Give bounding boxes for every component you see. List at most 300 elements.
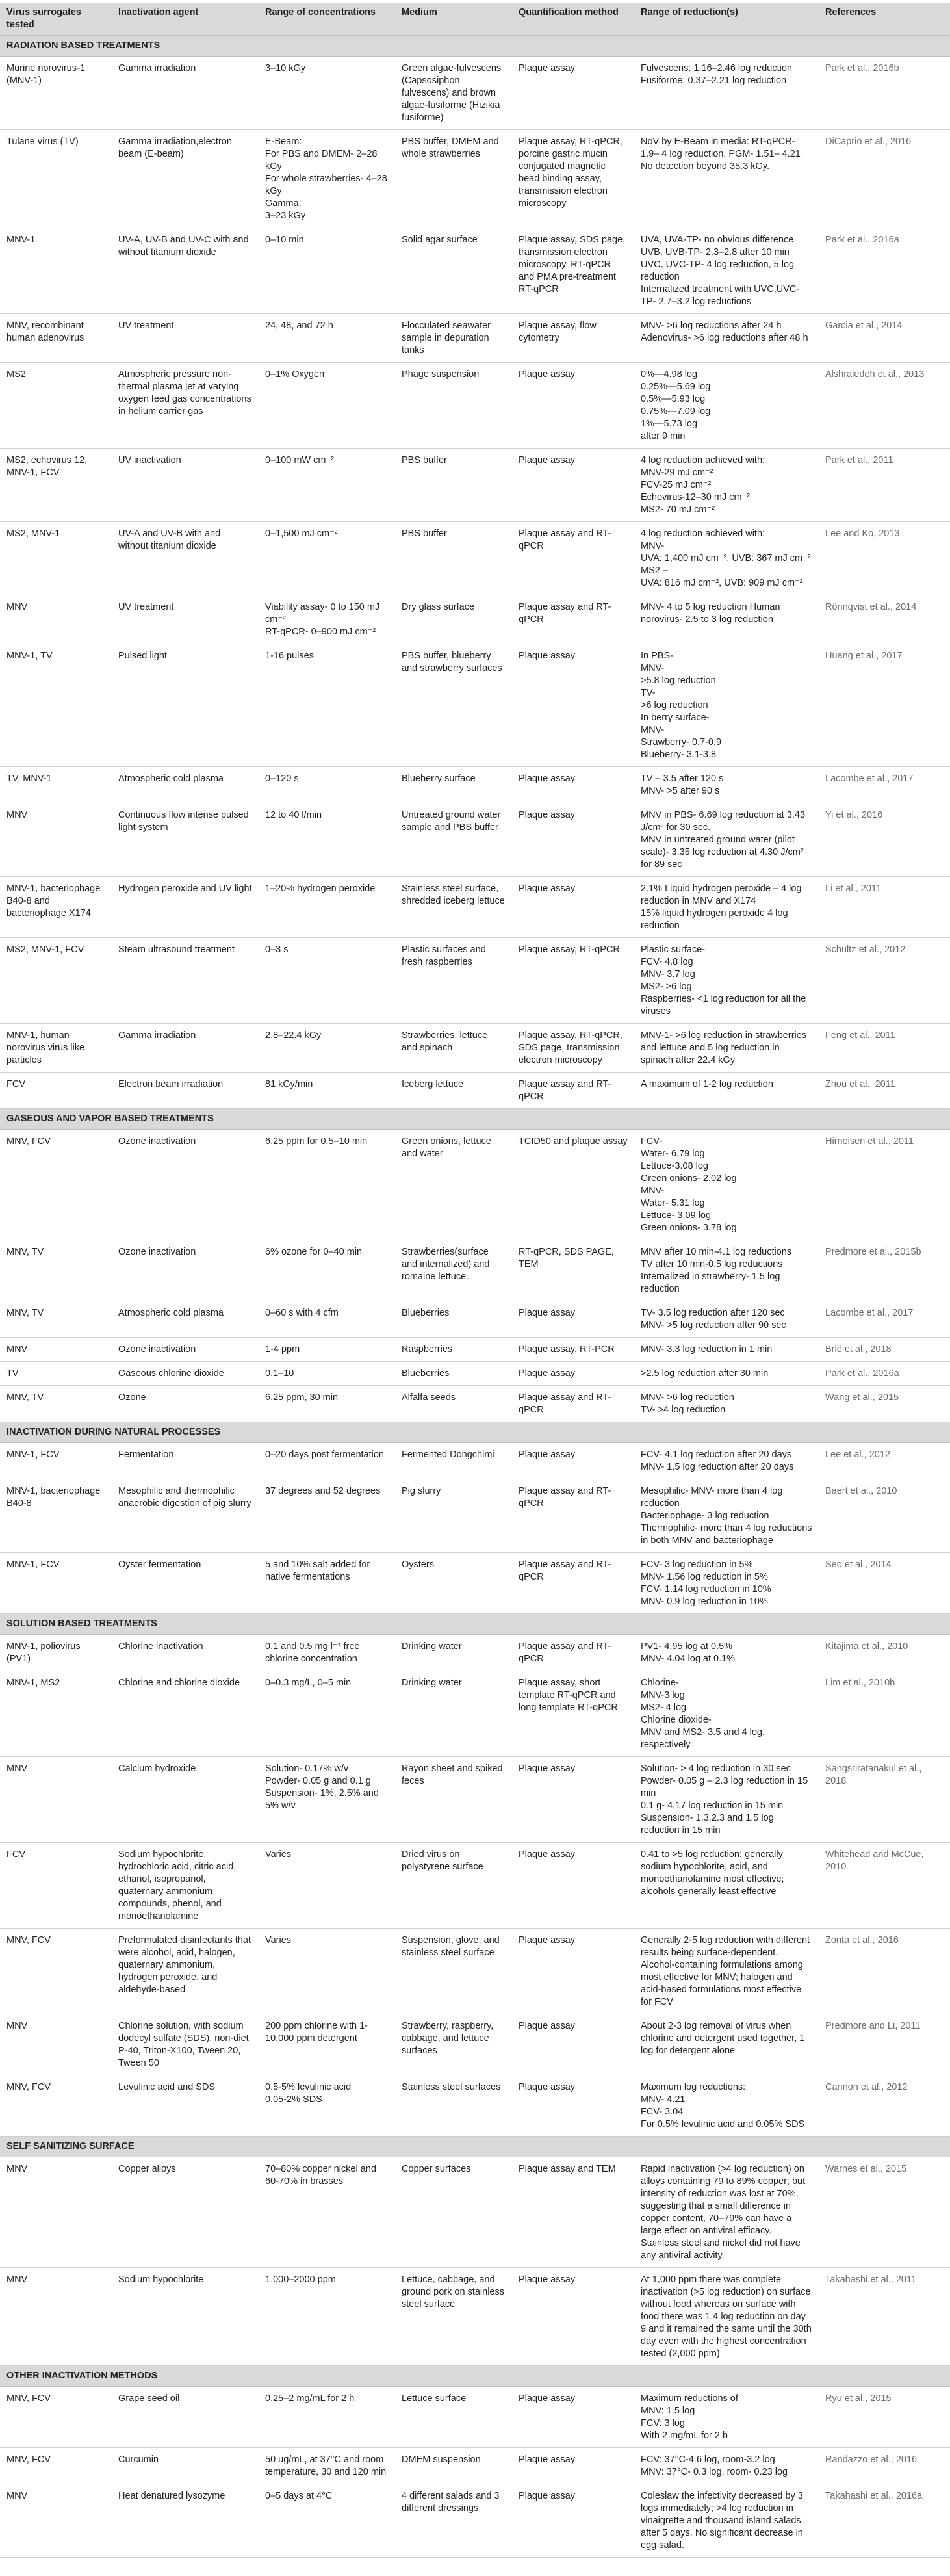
cell-inactivation-agent: Sodium hypochlorite, hydrochloric acid, citric acid, ethanol, isopropanol, quaternary ammonium compounds, phenol, and monoethanolamine xyxy=(112,1843,259,1929)
cell-range-of-reductions: Rapid inactivation (>4 log reduction) on alloys containing 79 to 89% copper; but intensity of reduction was lost at 70%, suggesting that a small difference in copper content, 70–79% can have a large effect on antiviral efficacy. Stainless steel and nickel did not have any antiviral activity. xyxy=(634,2157,819,2268)
table-header xyxy=(0,3,950,36)
table-row xyxy=(0,2448,950,2484)
cell-quantification-method: Plaque assay xyxy=(512,2387,634,2448)
cell-range-of-reductions: At 1,000 ppm there was complete inactivation (>5 log reduction) on surface without food whereas on surface with food there was 1.4 log reduction on day 9 and it remained the same until the 30th day even with the highest concentration tested (2,000 ppm) xyxy=(634,2268,819,2366)
cell-virus-surrogates: MNV-1, bacteriophage B40-8 and bacteriophage X174 xyxy=(0,877,112,938)
cell-range-of-concentrations: 200 ppm chlorine with 1-10,000 ppm detergent xyxy=(259,2014,395,2075)
cell-medium: PBS buffer, blueberry and strawberry surfaces xyxy=(395,644,512,767)
cell-reference: Ryu et al., 2015 xyxy=(819,2387,950,2448)
table-row xyxy=(0,1362,950,1386)
cell-reference: Garcia et al., 2014 xyxy=(819,314,950,363)
table-row xyxy=(0,1671,950,1757)
cell-range-of-reductions: FCV: 37°C-4.6 log, room-3.2 log MNV: 37°C- 0.3 log, room- 0.23 log xyxy=(634,2448,819,2484)
cell-quantification-method: Plaque assay xyxy=(512,2075,634,2137)
table-row xyxy=(0,938,950,1024)
table-row xyxy=(0,2157,950,2268)
cell-reference: Lacombe et al., 2017 xyxy=(819,1301,950,1338)
table-row xyxy=(0,1301,950,1338)
cell-medium: PBS buffer, DMEM and whole strawberries xyxy=(395,130,512,228)
cell-virus-surrogates: MNV xyxy=(0,595,112,644)
cell-inactivation-agent: Chlorine inactivation xyxy=(112,1635,259,1671)
cell-virus-surrogates: TV, MNV-1 xyxy=(0,767,112,803)
cell-virus-surrogates: MNV, FCV xyxy=(0,1929,112,2014)
cell-range-of-reductions: Plastic surface- FCV- 4.8 log MNV- 3.7 log MS2- >6 log Raspberries- <1 log reduction for all the viruses xyxy=(634,938,819,1024)
table-row xyxy=(0,877,950,938)
cell-inactivation-agent: Steam ultrasound treatment xyxy=(112,938,259,1024)
header-range-of-reductions: Range of reduction(s) xyxy=(634,3,819,36)
cell-quantification-method: Plaque assay, RT-qPCR, SDS page, transmission electron microscopy xyxy=(512,1024,634,1073)
cell-range-of-concentrations: 70–80% copper nickel and 60-70% in brasses xyxy=(259,2157,395,2268)
table-row xyxy=(0,1479,950,1553)
cell-range-of-reductions: MNV- >6 log reductions after 24 h Adenovirus- >6 log reductions after 48 h xyxy=(634,314,819,363)
table-row xyxy=(0,1757,950,1843)
cell-medium: Dried virus on polystyrene surface xyxy=(395,1843,512,1929)
cell-inactivation-agent: UV treatment xyxy=(112,314,259,363)
cell-inactivation-agent: Ozone inactivation xyxy=(112,1240,259,1301)
section-title: GASEOUS AND VAPOR BASED TREATMENTS xyxy=(0,1109,950,1130)
cell-reference: Lacombe et al., 2017 xyxy=(819,767,950,803)
cell-quantification-method: Plaque assay xyxy=(512,2268,634,2366)
table-row xyxy=(0,228,950,314)
cell-reference: Yi et al., 2016 xyxy=(819,803,950,877)
cell-medium: Iceberg lettuce xyxy=(395,1073,512,1109)
table-row xyxy=(0,522,950,595)
cell-range-of-concentrations: 37 degrees and 52 degrees xyxy=(259,1479,395,1553)
cell-range-of-concentrations: 24, 48, and 72 h xyxy=(259,314,395,363)
cell-quantification-method: Plaque assay, RT-qPCR xyxy=(512,938,634,1024)
cell-range-of-concentrations: 0.1 and 0.5 mg l⁻¹ free chlorine concentration xyxy=(259,1635,395,1671)
cell-virus-surrogates: MNV, FCV xyxy=(0,2387,112,2448)
cell-virus-surrogates: Tulane virus (TV) xyxy=(0,130,112,228)
cell-inactivation-agent: Gamma irradiation xyxy=(112,1024,259,1073)
section-header-row xyxy=(0,2137,950,2157)
cell-inactivation-agent: Gaseous chlorine dioxide xyxy=(112,1362,259,1386)
table-row xyxy=(0,2268,950,2366)
cell-reference: Brié et al., 2018 xyxy=(819,1338,950,1362)
cell-range-of-reductions: Solution- > 4 log reduction in 30 sec Powder- 0.05 g – 2.3 log reduction in 15 min 0.1 g- 4.17 log reduction in 15 min Suspension- 1.3,2.3 and 1.5 log reduction in 15 min xyxy=(634,1757,819,1843)
cell-range-of-reductions: MNV- >6 log reduction TV- >4 log reduction xyxy=(634,1386,819,1422)
cell-reference: Sangsriratanakul et al., 2018 xyxy=(819,1757,950,1843)
table-row xyxy=(0,314,950,363)
cell-reference: Lee et al., 2012 xyxy=(819,1443,950,1479)
header-range-of-concentrations: Range of concentrations xyxy=(259,3,395,36)
cell-reference: Baert et al., 2010 xyxy=(819,1479,950,1553)
cell-medium: Plastic surfaces and fresh raspberries xyxy=(395,938,512,1024)
table-row xyxy=(0,1240,950,1301)
cell-medium: Fermented Dongchimi xyxy=(395,1443,512,1479)
cell-medium: Green algae-fulvescens (Capsosiphon fulvescens) and brown algae-fusiforme (Hizikia fusiforme) xyxy=(395,57,512,130)
cell-quantification-method: Plaque assay and RT-qPCR xyxy=(512,595,634,644)
cell-virus-surrogates: MNV, FCV xyxy=(0,2075,112,2137)
cell-inactivation-agent: Continuous flow intense pulsed light system xyxy=(112,803,259,877)
table-row xyxy=(0,595,950,644)
cell-reference: Cannon et al., 2012 xyxy=(819,2075,950,2137)
cell-virus-surrogates: MNV, TV xyxy=(0,1240,112,1301)
cell-inactivation-agent: Ozone xyxy=(112,1386,259,1422)
cell-reference: Wang et al., 2015 xyxy=(819,1386,950,1422)
cell-range-of-concentrations: 6.25 ppm, 30 min xyxy=(259,1386,395,1422)
cell-virus-surrogates: MNV-1, poliovirus (PV1) xyxy=(0,1635,112,1671)
cell-range-of-reductions: MNV after 10 min-4.1 log reductions TV after 10 min-0.5 log reductions Internalized in strawberry- 1.5 log reduction xyxy=(634,1240,819,1301)
cell-quantification-method: Plaque assay xyxy=(512,2448,634,2484)
table-row xyxy=(0,2014,950,2075)
cell-range-of-concentrations: 50 ug/mL, at 37°C and room temperature, 30 and 120 min xyxy=(259,2448,395,2484)
cell-range-of-reductions: 0.41 to >5 log reduction; generally sodium hypochlorite, acid, and monoethanolamine most effective; alcohols generally least effective xyxy=(634,1843,819,1929)
cell-inactivation-agent: UV treatment xyxy=(112,595,259,644)
cell-range-of-concentrations: 0–60 s with 4 cfm xyxy=(259,1301,395,1338)
cell-virus-surrogates: Murine norovirus-1 (MNV-1) xyxy=(0,57,112,130)
cell-range-of-reductions: PV1- 4.95 log at 0.5% MNV- 4.04 log at 0.1% xyxy=(634,1635,819,1671)
cell-virus-surrogates: MNV-1, FCV xyxy=(0,1553,112,1614)
cell-quantification-method: Plaque assay and RT-qPCR xyxy=(512,1073,634,1109)
cell-range-of-concentrations: 1-16 pulses xyxy=(259,644,395,767)
cell-virus-surrogates: MNV, recombinant human adenovirus xyxy=(0,314,112,363)
cell-medium: Stainless steel surfaces xyxy=(395,2075,512,2137)
cell-virus-surrogates: MNV xyxy=(0,2268,112,2366)
cell-virus-surrogates: FCV xyxy=(0,1843,112,1929)
cell-quantification-method: Plaque assay, SDS page, transmission electron microscopy, RT-qPCR and PMA pre-treatment RT-qPCR xyxy=(512,228,634,314)
cell-reference: Alshraiedeh et al., 2013 xyxy=(819,363,950,449)
cell-reference: Whitehead and McCue, 2010 xyxy=(819,1843,950,1929)
cell-inactivation-agent: UV-A, UV-B and UV-C with and without titanium dioxide xyxy=(112,228,259,314)
cell-inactivation-agent: Gamma irradiation,electron beam (E-beam) xyxy=(112,130,259,228)
cell-quantification-method: Plaque assay xyxy=(512,449,634,522)
cell-range-of-reductions: TV- 3.5 log reduction after 120 sec MNV- >5 log reduction after 90 sec xyxy=(634,1301,819,1338)
cell-medium: Green onions, lettuce and water xyxy=(395,1130,512,1240)
cell-inactivation-agent: Mesophilic and thermophilic anaerobic digestion of pig slurry xyxy=(112,1479,259,1553)
cell-medium: Pig slurry xyxy=(395,1479,512,1553)
table-row xyxy=(0,1386,950,1422)
cell-virus-surrogates: MNV, FCV xyxy=(0,1130,112,1240)
cell-medium: Lettuce surface xyxy=(395,2387,512,2448)
table-row xyxy=(0,767,950,803)
cell-range-of-concentrations: 0–100 mW cm⁻² xyxy=(259,449,395,522)
cell-quantification-method: Plaque assay xyxy=(512,1443,634,1479)
table-row xyxy=(0,130,950,228)
cell-range-of-concentrations: Varies xyxy=(259,1929,395,2014)
cell-reference: Rönnqvist et al., 2014 xyxy=(819,595,950,644)
cell-quantification-method: Plaque assay and RT-qPCR xyxy=(512,1479,634,1553)
section-title: SOLUTION BASED TREATMENTS xyxy=(0,1614,950,1635)
table-row xyxy=(0,803,950,877)
table-row xyxy=(0,644,950,767)
table-body xyxy=(0,36,950,2558)
cell-range-of-concentrations: Solution- 0.17% w/v Powder- 0.05 g and 0.1 g Suspension- 1%, 2.5% and 5% w/v xyxy=(259,1757,395,1843)
cell-inactivation-agent: Ozone inactivation xyxy=(112,1130,259,1240)
section-header-row xyxy=(0,2366,950,2387)
cell-range-of-concentrations: 0–20 days post fermentation xyxy=(259,1443,395,1479)
cell-range-of-reductions: FCV- 4.1 log reduction after 20 days MNV- 1.5 log reduction after 20 days xyxy=(634,1443,819,1479)
cell-range-of-concentrations: 12 to 40 l/min xyxy=(259,803,395,877)
cell-range-of-concentrations: 0–1% Oxygen xyxy=(259,363,395,449)
cell-quantification-method: RT-qPCR, SDS PAGE, TEM xyxy=(512,1240,634,1301)
cell-virus-surrogates: MNV, FCV xyxy=(0,2448,112,2484)
cell-range-of-reductions: 4 log reduction achieved with: MNV-29 mJ cm⁻² FCV-25 mJ cm⁻² Echovirus-12–30 mJ cm⁻² MS2- 70 mJ cm⁻² xyxy=(634,449,819,522)
cell-range-of-reductions: MNV-1- >6 log reduction in strawberries and lettuce and 5 log reduction in spinach after 22.4 kGy xyxy=(634,1024,819,1073)
cell-reference: Zonta et al., 2016 xyxy=(819,1929,950,2014)
cell-range-of-reductions: TV – 3.5 after 120 s MNV- >5 after 90 s xyxy=(634,767,819,803)
table-row xyxy=(0,2484,950,2558)
cell-quantification-method: Plaque assay xyxy=(512,57,634,130)
cell-reference: Seo et al., 2014 xyxy=(819,1553,950,1614)
header-medium: Medium xyxy=(395,3,512,36)
cell-virus-surrogates: MNV xyxy=(0,2484,112,2558)
cell-reference: DiCaprio et al., 2016 xyxy=(819,130,950,228)
cell-reference: Predmore and Li, 2011 xyxy=(819,2014,950,2075)
cell-virus-surrogates: MS2, MNV-1 xyxy=(0,522,112,595)
cell-inactivation-agent: Grape seed oil xyxy=(112,2387,259,2448)
cell-range-of-concentrations: 0–10 min xyxy=(259,228,395,314)
cell-range-of-reductions: 2.1% Liquid hydrogen peroxide – 4 log reduction in MNV and X174 15% liquid hydrogen peroxide 4 log reduction xyxy=(634,877,819,938)
cell-quantification-method: Plaque assay xyxy=(512,644,634,767)
section-title: SELF SANITIZING SURFACE xyxy=(0,2137,950,2157)
section-header-row xyxy=(0,1614,950,1635)
cell-quantification-method: Plaque assay xyxy=(512,2484,634,2558)
cell-quantification-method: Plaque assay xyxy=(512,2014,634,2075)
cell-quantification-method: Plaque assay, flow cytometry xyxy=(512,314,634,363)
cell-reference: Schultz et al., 2012 xyxy=(819,938,950,1024)
cell-medium: 4 different salads and 3 different dressings xyxy=(395,2484,512,2558)
cell-inactivation-agent: Atmospheric cold plasma xyxy=(112,767,259,803)
cell-range-of-concentrations: E-Beam: For PBS and DMEM- 2–28 kGy For whole strawberries- 4–28 kGy Gamma: 3–23 kGy xyxy=(259,130,395,228)
cell-virus-surrogates: MNV, TV xyxy=(0,1301,112,1338)
cell-range-of-concentrations: 1-4 ppm xyxy=(259,1338,395,1362)
cell-medium: Blueberry surface xyxy=(395,767,512,803)
cell-inactivation-agent: Pulsed light xyxy=(112,644,259,767)
cell-virus-surrogates: MNV xyxy=(0,803,112,877)
cell-quantification-method: Plaque assay xyxy=(512,1929,634,2014)
cell-quantification-method: Plaque assay, short template RT-qPCR and long template RT-qPCR xyxy=(512,1671,634,1757)
cell-reference: Kitajima et al., 2010 xyxy=(819,1635,950,1671)
cell-inactivation-agent: Calcium hydroxide xyxy=(112,1757,259,1843)
table-row xyxy=(0,449,950,522)
cell-virus-surrogates: MNV-1, MS2 xyxy=(0,1671,112,1757)
cell-inactivation-agent: UV-A and UV-B with and without titanium dioxide xyxy=(112,522,259,595)
cell-range-of-concentrations: 6% ozone for 0–40 min xyxy=(259,1240,395,1301)
cell-range-of-reductions: A maximum of 1-2 log reduction xyxy=(634,1073,819,1109)
section-title: RADIATION BASED TREATMENTS xyxy=(0,36,950,57)
cell-range-of-concentrations: 0.25–2 mg/mL for 2 h xyxy=(259,2387,395,2448)
cell-medium: PBS buffer xyxy=(395,522,512,595)
cell-virus-surrogates: MNV xyxy=(0,1757,112,1843)
table-row xyxy=(0,2387,950,2448)
header-references: References xyxy=(819,3,950,36)
cell-range-of-concentrations: Viability assay- 0 to 150 mJ cm⁻² RT-qPCR- 0–900 mJ cm⁻² xyxy=(259,595,395,644)
cell-reference: Lim et al., 2010b xyxy=(819,1671,950,1757)
table-row xyxy=(0,1843,950,1929)
cell-inactivation-agent: Chlorine and chlorine dioxide xyxy=(112,1671,259,1757)
cell-inactivation-agent: Heat denatured lysozyme xyxy=(112,2484,259,2558)
table-row xyxy=(0,1073,950,1109)
cell-virus-surrogates: MNV xyxy=(0,2157,112,2268)
cell-reference: Warnes et al., 2015 xyxy=(819,2157,950,2268)
table-row xyxy=(0,2075,950,2137)
cell-medium: Flocculated seawater sample in depuration tanks xyxy=(395,314,512,363)
cell-medium: Copper surfaces xyxy=(395,2157,512,2268)
cell-range-of-reductions: Maximum log reductions: MNV- 4.21 FCV- 3.04 For 0.5% levulinic acid and 0.05% SDS xyxy=(634,2075,819,2137)
table-row xyxy=(0,1553,950,1614)
cell-virus-surrogates: FCV xyxy=(0,1073,112,1109)
cell-virus-surrogates: MS2, echovirus 12, MNV-1, FCV xyxy=(0,449,112,522)
cell-range-of-reductions: Maximum reductions of MNV: 1.5 log FCV: 3 log With 2 mg/mL for 2 h xyxy=(634,2387,819,2448)
cell-medium: Dry glass surface xyxy=(395,595,512,644)
cell-virus-surrogates: MNV-1, bacteriophage B40-8 xyxy=(0,1479,112,1553)
cell-reference: Hirneisen et al., 2011 xyxy=(819,1130,950,1240)
cell-quantification-method: Plaque assay, RT-qPCR, porcine gastric mucin conjugated magnetic bead binding assay, transmission electron microscopy xyxy=(512,130,634,228)
cell-medium: Suspension, glove, and stainless steel surface xyxy=(395,1929,512,2014)
cell-quantification-method: TCID50 and plaque assay xyxy=(512,1130,634,1240)
cell-range-of-concentrations: 1,000–2000 ppm xyxy=(259,2268,395,2366)
cell-range-of-reductions: Chlorine- MNV-3 log MS2- 4 log Chlorine dioxide- MNV and MS2- 3.5 and 4 log, respectively xyxy=(634,1671,819,1757)
cell-range-of-concentrations: 0–5 days at 4°C xyxy=(259,2484,395,2558)
cell-quantification-method: Plaque assay and RT-qPCR xyxy=(512,1635,634,1671)
cell-inactivation-agent: Curcumin xyxy=(112,2448,259,2484)
cell-range-of-reductions: FCV- 3 log reduction in 5% MNV- 1.56 log reduction in 5% FCV- 1.14 log reduction in 10% MNV- 0.9 log reduction in 10% xyxy=(634,1553,819,1614)
cell-range-of-reductions: MNV in PBS- 6.69 log reduction at 3.43 J/cm² for 30 sec. MNV in untreated ground water (pilot scale)- 3.35 log reduction at 4.30 J/cm² for 89 sec xyxy=(634,803,819,877)
header-inactivation-agent: Inactivation agent xyxy=(112,3,259,36)
virus-inactivation-table xyxy=(0,3,950,2558)
cell-range-of-reductions: MNV- 4 to 5 log reduction Human norovirus- 2.5 to 3 log reduction xyxy=(634,595,819,644)
cell-range-of-reductions: MNV- 3.3 log reduction in 1 min xyxy=(634,1338,819,1362)
cell-virus-surrogates: TV xyxy=(0,1362,112,1386)
cell-medium: Blueberries xyxy=(395,1362,512,1386)
cell-reference: Feng et al., 2011 xyxy=(819,1024,950,1073)
section-header-row xyxy=(0,1109,950,1130)
cell-quantification-method: Plaque assay and RT-qPCR xyxy=(512,1386,634,1422)
header-row xyxy=(0,3,950,36)
cell-medium: DMEM suspension xyxy=(395,2448,512,2484)
cell-range-of-concentrations: 0.5-5% levulinic acid 0.05-2% SDS xyxy=(259,2075,395,2137)
cell-inactivation-agent: Copper alloys xyxy=(112,2157,259,2268)
cell-quantification-method: Plaque assay xyxy=(512,877,634,938)
cell-range-of-reductions: Coleslaw the infectivity decreased by 3 logs immediately; >4 log reduction in vinaigrette and thousand island salads after 5 days. No significant decrease in egg salad. xyxy=(634,2484,819,2558)
cell-virus-surrogates: MNV xyxy=(0,1338,112,1362)
cell-reference: Takahashi et al., 2016a xyxy=(819,2484,950,2558)
cell-medium: PBS buffer xyxy=(395,449,512,522)
cell-quantification-method: Plaque assay xyxy=(512,1843,634,1929)
cell-inactivation-agent: Gamma irradiation xyxy=(112,57,259,130)
cell-medium: Raspberries xyxy=(395,1338,512,1362)
cell-range-of-reductions: UVA, UVA-TP- no obvious difference UVB, UVB-TP- 2.3–2.8 after 10 min UVC, UVC-TP- 4 log reduction, 5 log reduction Internalized treatment with UVC,UVC-TP- 2.7–3.2 log reductions xyxy=(634,228,819,314)
cell-inactivation-agent: Fermentation xyxy=(112,1443,259,1479)
cell-range-of-concentrations: 0–0.3 mg/L, 0–5 min xyxy=(259,1671,395,1757)
cell-reference: Predmore et al., 2015b xyxy=(819,1240,950,1301)
header-quantification-method: Quantification method xyxy=(512,3,634,36)
cell-range-of-reductions: >2.5 log reduction after 30 min xyxy=(634,1362,819,1386)
header-virus-surrogates: Virus surrogates tested xyxy=(0,3,112,36)
cell-reference: Zhou et al., 2011 xyxy=(819,1073,950,1109)
cell-inactivation-agent: Preformulated disinfectants that were alcohol, acid, halogen, quaternary ammonium, hydrogen peroxide, and aldehyde-based xyxy=(112,1929,259,2014)
cell-range-of-concentrations: 81 kGy/min xyxy=(259,1073,395,1109)
cell-quantification-method: Plaque assay and RT-qPCR xyxy=(512,1553,634,1614)
cell-range-of-concentrations: 1–20% hydrogen peroxide xyxy=(259,877,395,938)
cell-range-of-concentrations: 2.8–22.4 kGy xyxy=(259,1024,395,1073)
section-title: OTHER INACTIVATION METHODS xyxy=(0,2366,950,2387)
cell-medium: Blueberries xyxy=(395,1301,512,1338)
cell-quantification-method: Plaque assay xyxy=(512,1757,634,1843)
cell-range-of-reductions: Fulvescens: 1.16–2.46 log reduction Fusiforme: 0.37–2.21 log reduction xyxy=(634,57,819,130)
cell-medium: Strawberries(surface and internalized) and romaine lettuce. xyxy=(395,1240,512,1301)
table-row xyxy=(0,1130,950,1240)
cell-medium: Drinking water xyxy=(395,1671,512,1757)
cell-range-of-concentrations: 0–120 s xyxy=(259,767,395,803)
cell-quantification-method: Plaque assay xyxy=(512,1362,634,1386)
cell-range-of-reductions: Mesophilic- MNV- more than 4 log reduction Bacteriophage- 3 log reduction Thermophilic- more than 4 log reductions in both MNV and bacteriophage xyxy=(634,1479,819,1553)
cell-range-of-concentrations: 6.25 ppm for 0.5–10 min xyxy=(259,1130,395,1240)
cell-quantification-method: Plaque assay and TEM xyxy=(512,2157,634,2268)
cell-reference: Park et al., 2016a xyxy=(819,1362,950,1386)
cell-inactivation-agent: Levulinic acid and SDS xyxy=(112,2075,259,2137)
cell-range-of-concentrations: 0.1–10 xyxy=(259,1362,395,1386)
cell-inactivation-agent: Sodium hypochlorite xyxy=(112,2268,259,2366)
section-header-row xyxy=(0,1422,950,1443)
table-row xyxy=(0,1024,950,1073)
cell-virus-surrogates: MNV-1, human norovirus virus like particles xyxy=(0,1024,112,1073)
cell-virus-surrogates: MNV, TV xyxy=(0,1386,112,1422)
cell-medium: Alfalfa seeds xyxy=(395,1386,512,1422)
cell-quantification-method: Plaque assay xyxy=(512,363,634,449)
cell-medium: Untreated ground water sample and PBS buffer xyxy=(395,803,512,877)
cell-quantification-method: Plaque assay xyxy=(512,767,634,803)
section-title: INACTIVATION DURING NATURAL PROCESSES xyxy=(0,1422,950,1443)
cell-reference: Randazzo et al., 2016 xyxy=(819,2448,950,2484)
cell-inactivation-agent: UV inactivation xyxy=(112,449,259,522)
cell-medium: Drinking water xyxy=(395,1635,512,1671)
table-row xyxy=(0,1929,950,2014)
cell-virus-surrogates: MNV xyxy=(0,2014,112,2075)
cell-range-of-reductions: 0%—4.98 log 0.25%—5.69 log 0.5%—5.93 log 0.75%—7.09 log 1%—5.73 log after 9 min xyxy=(634,363,819,449)
cell-medium: Rayon sheet and spiked feces xyxy=(395,1757,512,1843)
cell-virus-surrogates: MS2 xyxy=(0,363,112,449)
cell-medium: Stainless steel surface, shredded iceberg lettuce xyxy=(395,877,512,938)
cell-virus-surrogates: MS2, MNV-1, FCV xyxy=(0,938,112,1024)
cell-range-of-concentrations: 3–10 kGy xyxy=(259,57,395,130)
cell-inactivation-agent: Atmospheric cold plasma xyxy=(112,1301,259,1338)
cell-quantification-method: Plaque assay xyxy=(512,1301,634,1338)
table-row xyxy=(0,363,950,449)
cell-inactivation-agent: Oyster fermentation xyxy=(112,1553,259,1614)
cell-range-of-concentrations: 5 and 10% salt added for native fermentations xyxy=(259,1553,395,1614)
cell-virus-surrogates: MNV-1, FCV xyxy=(0,1443,112,1479)
cell-reference: Park et al., 2016b xyxy=(819,57,950,130)
cell-range-of-concentrations: 0–3 s xyxy=(259,938,395,1024)
cell-inactivation-agent: Hydrogen peroxide and UV light xyxy=(112,877,259,938)
cell-inactivation-agent: Ozone inactivation xyxy=(112,1338,259,1362)
cell-reference: Park et al., 2011 xyxy=(819,449,950,522)
cell-reference: Huang et al., 2017 xyxy=(819,644,950,767)
cell-virus-surrogates: MNV-1 xyxy=(0,228,112,314)
cell-range-of-concentrations: 0–1,500 mJ cm⁻² xyxy=(259,522,395,595)
cell-virus-surrogates: MNV-1, TV xyxy=(0,644,112,767)
cell-reference: Lee and Ko, 2013 xyxy=(819,522,950,595)
cell-reference: Li et al., 2011 xyxy=(819,877,950,938)
cell-reference: Park et al., 2016a xyxy=(819,228,950,314)
table-row xyxy=(0,1635,950,1671)
cell-medium: Strawberry, raspberry, cabbage, and lettuce surfaces xyxy=(395,2014,512,2075)
cell-inactivation-agent: Electron beam irradiation xyxy=(112,1073,259,1109)
cell-medium: Lettuce, cabbage, and ground pork on stainless steel surface xyxy=(395,2268,512,2366)
section-header-row xyxy=(0,36,950,57)
cell-range-of-reductions: NoV by E-Beam in media: RT-qPCR- 1.9– 4 log reduction, PGM- 1.51– 4.21 No detection beyond 35.3 kGy. xyxy=(634,130,819,228)
cell-inactivation-agent: Chlorine solution, with sodium dodecyl sulfate (SDS), non-diet P-40, Triton-X100, Tween 20, Tween 50 xyxy=(112,2014,259,2075)
cell-medium: Solid agar surface xyxy=(395,228,512,314)
cell-range-of-reductions: 4 log reduction achieved with: MNV- UVA: 1,400 mJ cm⁻², UVB: 367 mJ cm⁻² MS2 – UVA: 816 mJ cm⁻², UVB: 909 mJ cm⁻² xyxy=(634,522,819,595)
cell-reference: Takahashi et al., 2011 xyxy=(819,2268,950,2366)
cell-medium: Oysters xyxy=(395,1553,512,1614)
cell-medium: Phage suspension xyxy=(395,363,512,449)
cell-quantification-method: Plaque assay, RT-PCR xyxy=(512,1338,634,1362)
cell-range-of-reductions: In PBS- MNV- >5.8 log reduction TV- >6 log reduction In berry surface- MNV- Strawberry- 0.7-0.9 Blueberry- 3.1-3.8 xyxy=(634,644,819,767)
